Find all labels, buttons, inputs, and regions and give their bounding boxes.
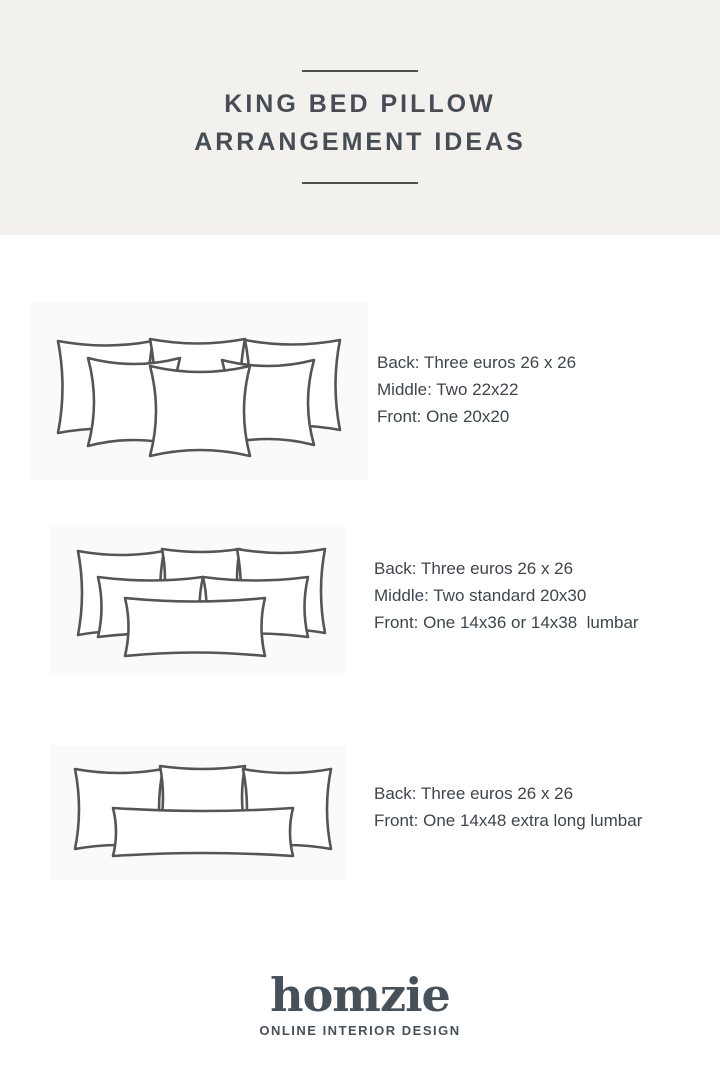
square-pillow-front	[150, 366, 250, 456]
lumbar-pillow-front	[125, 598, 265, 656]
logo-tagline: ONLINE INTERIOR DESIGN	[259, 1023, 461, 1038]
arrangement-3-front: Front: One 14x48 extra long lumbar	[374, 811, 643, 830]
arrangement-2-description	[374, 555, 639, 636]
arrangement-1-description	[377, 349, 576, 430]
arrangement-3-description	[374, 780, 642, 834]
arrangement-2-front: Front: One 14x36 or 14x38 lumbar	[374, 613, 639, 632]
arrangement-2-back: Back: Three euros 26 x 26	[374, 559, 574, 578]
arrangement-3-back: Back: Three euros 26 x 26	[374, 784, 574, 803]
page-title-line1: KING BED PILLOW	[224, 90, 496, 118]
arrangement-1-middle: Middle: Two 22x22	[377, 380, 519, 399]
arrangement-1-front: Front: One 20x20	[377, 407, 510, 426]
logo-wordmark: homzie	[270, 968, 450, 1022]
long-lumbar-pillow-front	[113, 808, 293, 856]
page-title-line2: ARRANGEMENT IDEAS	[194, 128, 526, 156]
arrangement-1-back: Back: Three euros 26 x 26	[377, 353, 577, 372]
arrangement-2-middle: Middle: Two standard 20x30	[374, 586, 587, 605]
